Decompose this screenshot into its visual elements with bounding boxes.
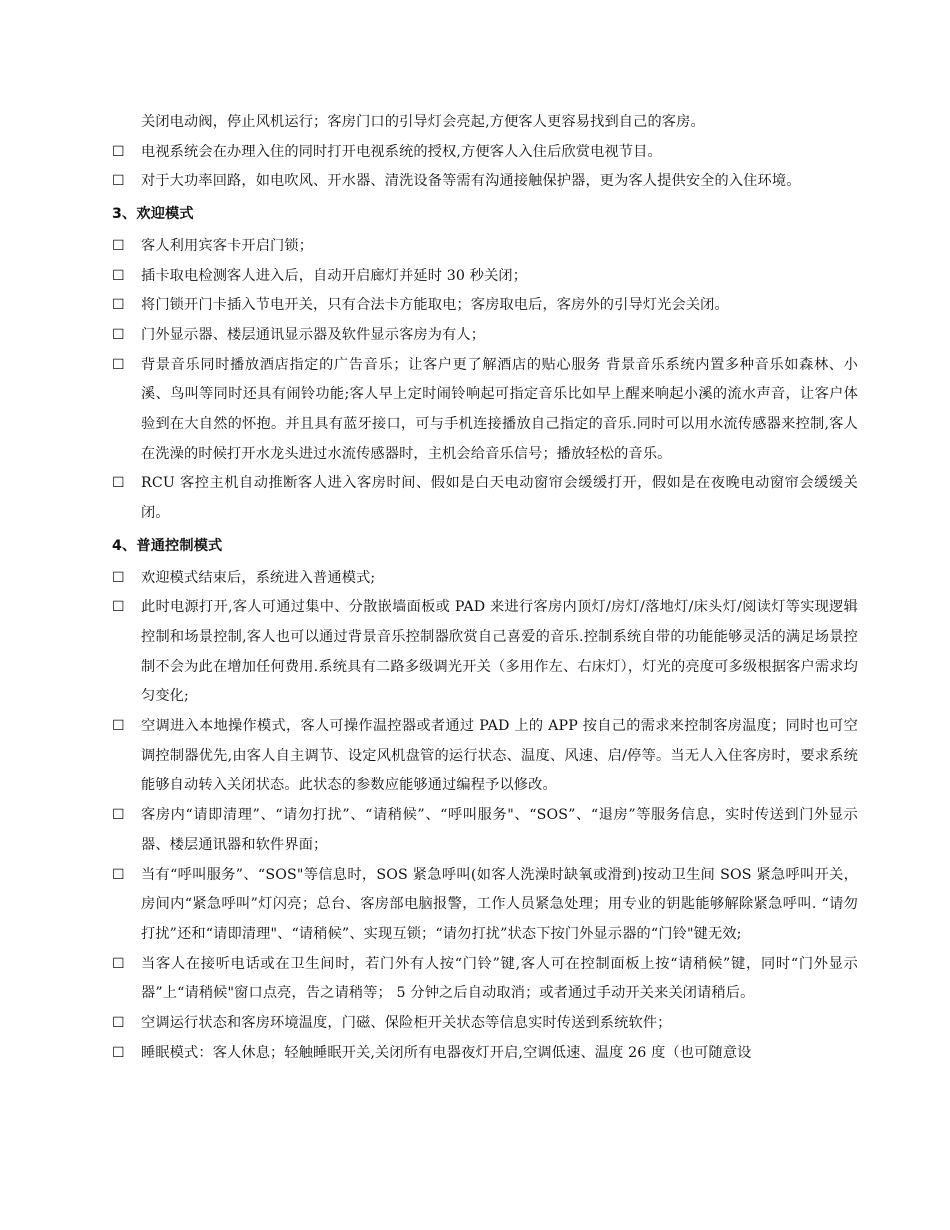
paragraph-text: 客人利用宾客卡开启门锁； — [141, 237, 314, 254]
checkbox-list-item — [112, 167, 858, 197]
paragraph-text: 此时电源打开,客人可通过集中、分散嵌墙面板或 PAD 来进行客房内顶灯/房灯/落地灯/床头灯/阅读灯等实现逻辑控制和场景控制,客人也可以通过背景音乐控制器欣赏自己喜爱的音乐.控制系统自带的功能能够灵活的满足场景控制不会为此在增加任何费用.系统具有二路多级调光开关（多用作左、右床灯），灯光的亮度可多级根据客户需求均匀变化; — [141, 599, 858, 705]
paragraph-text: 睡眠模式：客人休息；轻触睡眠开关,关闭所有电器夜灯开启,空调低速、温度 26 度（也可随意设 — [141, 1044, 752, 1061]
paragraph-text: 门外显示器、楼层通讯显示器及软件显示客房为有人； — [141, 326, 486, 343]
checkbox-bullet-icon: ☐ — [112, 807, 125, 824]
checkbox-list-item — [112, 801, 858, 860]
paragraph-text: 当有“呼叫服务”、“SOS"等信息时，SOS 紧急呼叫(如客人洗澡时缺氧或滑到)按动卫生间 SOS 紧急呼叫开关，房间内“紧急呼叫”灯闪亮；总台、客房部电脑报警，工作人员紧急处理；用专业的钥匙能够解除紧急呼叫. “请勿打扰”还和“请即清理"、“请稍候”、实现互锁；“请勿打扰”状态下按门外显示器的“门铃"键无效; — [141, 866, 858, 942]
paragraph-text: RCU 客控主机自动推断客人进入客房时间、假如是白天电动窗帘会缓缓打开，假如是在夜晚电动窗帘会缓缓关闭。 — [141, 475, 858, 522]
checkbox-list-item — [112, 262, 858, 292]
checkbox-list-item — [112, 1039, 858, 1069]
paragraph-text: 关闭电动阀，停止风机运行；客房门口的引导灯会亮起,方便客人更容易找到自己的客房。 — [141, 114, 705, 130]
paragraph-text: 空调运行状态和客房环境温度，门磁、保险柜开关状态等信息实时传送到系统软件； — [141, 1015, 672, 1032]
checkbox-bullet-icon: ☐ — [112, 475, 125, 492]
checkbox-bullet-icon: ☐ — [112, 297, 125, 314]
paragraph-text: 对于大功率回路，如电吹风、开水器、清洗设备等需有沟通接触保护器，更为客人提供安全的入住环境。 — [141, 173, 801, 190]
checkbox-bullet-icon: ☐ — [112, 173, 125, 190]
paragraph-text: 当客人在接听电话或在卫生间时，若门外有人按“门铃”键,客人可在控制面板上按“请稍候”键，同时“门外显示器”上“请稍候"窗口点亮，告之请稍等； 5 分钟之后自动取消；或者通过手动开关来关闭请稍后。 — [141, 955, 858, 1002]
paragraph-text: 插卡取电检测客人进入后，自动开启廊灯并延时 30 秒关闭； — [141, 267, 528, 284]
checkbox-list-item — [112, 138, 858, 168]
checkbox-list-item — [112, 469, 858, 528]
paragraph-text: 背景音乐同时播放酒店指定的广告音乐；让客户更了解酒店的贴心服务 背景音乐系统内置多种音乐如森林、小溪、鸟叫等同时还具有闹铃功能;客人早上定时闹铃响起可指定音乐比如早上醒来响起小溪的流水声音，让客户体验到在大自然的怀抱。并且具有蓝牙接口，可与手机连接播放自己指定的音乐.同时可以用水流传感器来控制,客人在洗澡的时候打开水龙头进过水流传感器时，主机会给音乐信号；播放轻松的音乐。 — [141, 356, 858, 462]
checkbox-bullet-icon: ☐ — [112, 143, 125, 160]
checkbox-list-item — [112, 593, 858, 712]
checkbox-list-item — [112, 321, 858, 351]
paragraph-text: 空调进入本地操作模式，客人可操作温控器或者通过 PAD 上的 APP 按自己的需求来控制客房温度；同时也可空调控制器优先,由客人自主调节、设定风机盘管的运行状态、温度、风速、启/停等。当无人入住客房时，要求系统能够自动转入关闭状态。此状态的参数应能够通过编程予以修改。 — [141, 718, 858, 794]
checkbox-list-item — [112, 861, 858, 950]
checkbox-list-item — [112, 351, 858, 470]
checkbox-bullet-icon: ☐ — [112, 1044, 125, 1061]
checkbox-bullet-icon: ☐ — [112, 569, 125, 586]
checkbox-bullet-icon: ☐ — [112, 1015, 125, 1032]
checkbox-list-item — [112, 950, 858, 1009]
checkbox-list-item — [112, 291, 858, 321]
checkbox-list-item — [112, 232, 858, 262]
checkbox-bullet-icon: ☐ — [112, 718, 125, 735]
continuation-paragraph — [112, 108, 858, 138]
document-body — [112, 108, 858, 1069]
checkbox-bullet-icon: ☐ — [112, 237, 125, 254]
paragraph-text: 将门锁开门卡插入节电开关，只有合法卡方能取电；客房取电后，客房外的引导灯光会关闭。 — [141, 297, 729, 314]
paragraph-text: 欢迎模式结束后，系统进入普通模式; — [141, 569, 376, 586]
checkbox-list-item — [112, 712, 858, 801]
section-heading: 3、欢迎模式 — [112, 206, 194, 223]
checkbox-bullet-icon: ☐ — [112, 356, 125, 373]
checkbox-bullet-icon: ☐ — [112, 955, 125, 972]
checkbox-list-item — [112, 564, 858, 594]
section-heading: 4、普通控制模式 — [112, 537, 223, 554]
paragraph-text: 电视系统会在办理入住的同时打开电视系统的授权,方便客人入住后欣赏电视节目。 — [141, 143, 662, 160]
checkbox-bullet-icon: ☐ — [112, 599, 125, 616]
checkbox-bullet-icon: ☐ — [112, 326, 125, 343]
paragraph-text: 客房内“请即清理”、“请勿打扰”、“请稍候”、“呼叫服务"、“SOS”、“退房”等服务信息，实时传送到门外显示器、楼层通讯器和软件界面； — [141, 807, 858, 853]
checkbox-list-item — [112, 1009, 858, 1039]
checkbox-bullet-icon: ☐ — [112, 267, 125, 284]
checkbox-bullet-icon: ☐ — [112, 866, 125, 883]
